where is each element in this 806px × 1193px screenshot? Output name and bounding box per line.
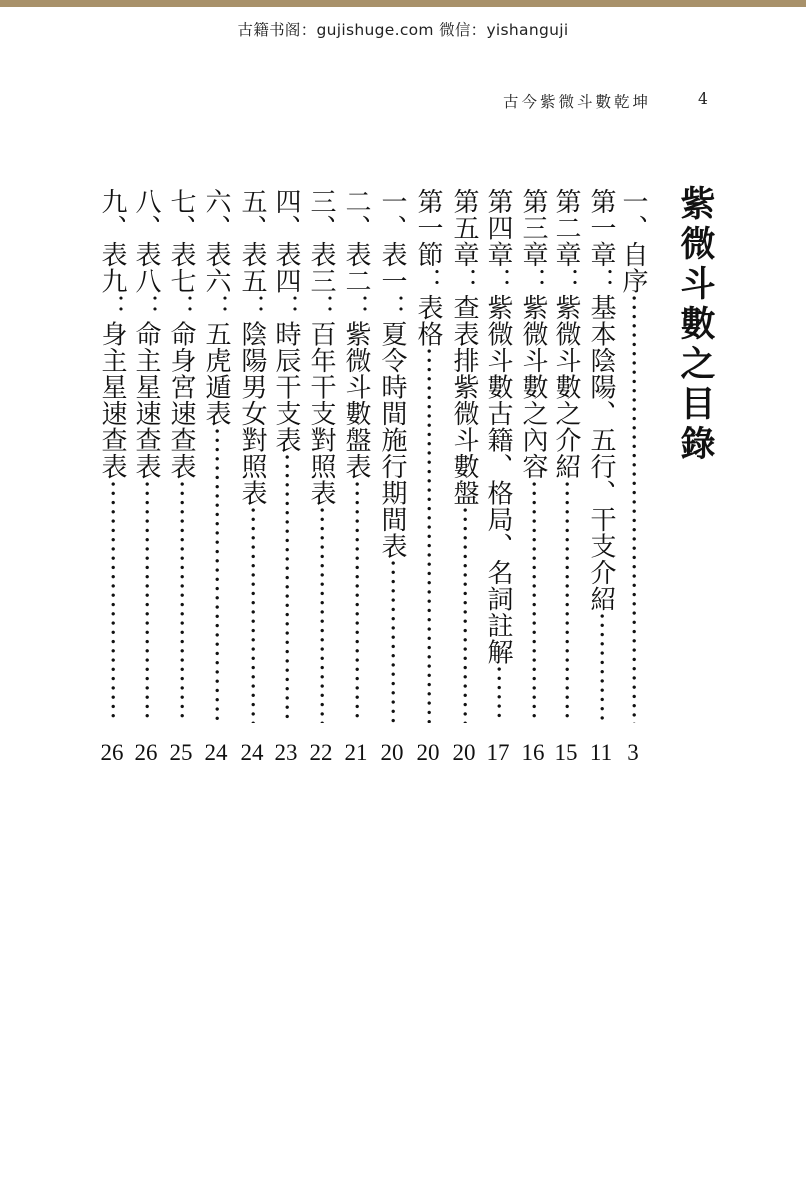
toc-entry-page: 17 bbox=[486, 740, 510, 765]
toc-entry-title: 四、表四：時辰干支表 ····· bbox=[271, 188, 301, 723]
toc-entry-title: 五、表五：陰陽男女對照表 ····· bbox=[237, 188, 267, 723]
toc-entry-title: 一、自序 ····· bbox=[618, 188, 648, 723]
toc-entry-title: 六、表六：五虎遁表 ····· bbox=[201, 188, 231, 723]
running-header bbox=[480, 90, 750, 112]
top-border bbox=[0, 0, 806, 7]
toc-entry-title: 九、表九：身主星速查表 ····· bbox=[97, 188, 127, 723]
toc-entry-page: 16 bbox=[521, 740, 545, 765]
toc-entry-page: 26 bbox=[134, 740, 158, 765]
toc-entry-title: 二、表二：紫微斗數盤表 ····· bbox=[341, 188, 371, 723]
toc-entry-page: 24 bbox=[204, 740, 228, 765]
toc-entry-title: 七、表七：命身宮速查表 ····· bbox=[166, 188, 196, 723]
toc-entry-title: 第一章：基本陰陽、五行、干支介紹 ····· bbox=[586, 188, 616, 723]
toc-entry-page: 22 bbox=[309, 740, 333, 765]
toc-entry-page: 20 bbox=[452, 740, 476, 765]
toc-entry-title: 三、表三：百年干支對照表 ····· bbox=[306, 188, 336, 723]
toc-entry-page: 24 bbox=[240, 740, 264, 765]
toc-entry-page: 11 bbox=[589, 740, 613, 765]
book-title: 古今紫微斗數乾坤 bbox=[503, 93, 652, 111]
toc-entry-title: 第四章：紫微斗數古籍、格局、名詞註解 ····· bbox=[483, 188, 513, 723]
toc-entry-title: 八、表八：命主星速查表 ····· bbox=[131, 188, 161, 723]
watermark: 古籍书阁：gujishuge.com 微信：yishanguji bbox=[237, 21, 569, 39]
toc-entry-page: 21 bbox=[344, 740, 368, 765]
toc-entry-title: 第三章：紫微斗數之內容 ····· bbox=[518, 188, 548, 723]
toc-entry-title: 第二章：紫微斗數之介紹 ····· bbox=[551, 188, 581, 723]
toc-entry-page: 20 bbox=[416, 740, 440, 765]
toc-entry-title: 第一節：表格 ····· bbox=[413, 188, 443, 723]
toc-entry-page: 26 bbox=[100, 740, 124, 765]
page-number: 4 bbox=[698, 90, 708, 108]
toc-entry-page: 20 bbox=[380, 740, 404, 765]
toc-title: 紫微斗數之目錄 bbox=[675, 185, 716, 465]
toc-entry-page: 15 bbox=[554, 740, 578, 765]
toc-entry-page: 3 bbox=[627, 740, 639, 765]
toc-entry-page: 25 bbox=[169, 740, 193, 765]
toc-entry-title: 第五章：查表排紫微斗數盤 ····· bbox=[449, 188, 479, 723]
toc-entry-page: 23 bbox=[274, 740, 298, 765]
toc-entry-title: 一、表一：夏令時間施行期間表 ····· bbox=[377, 188, 407, 723]
